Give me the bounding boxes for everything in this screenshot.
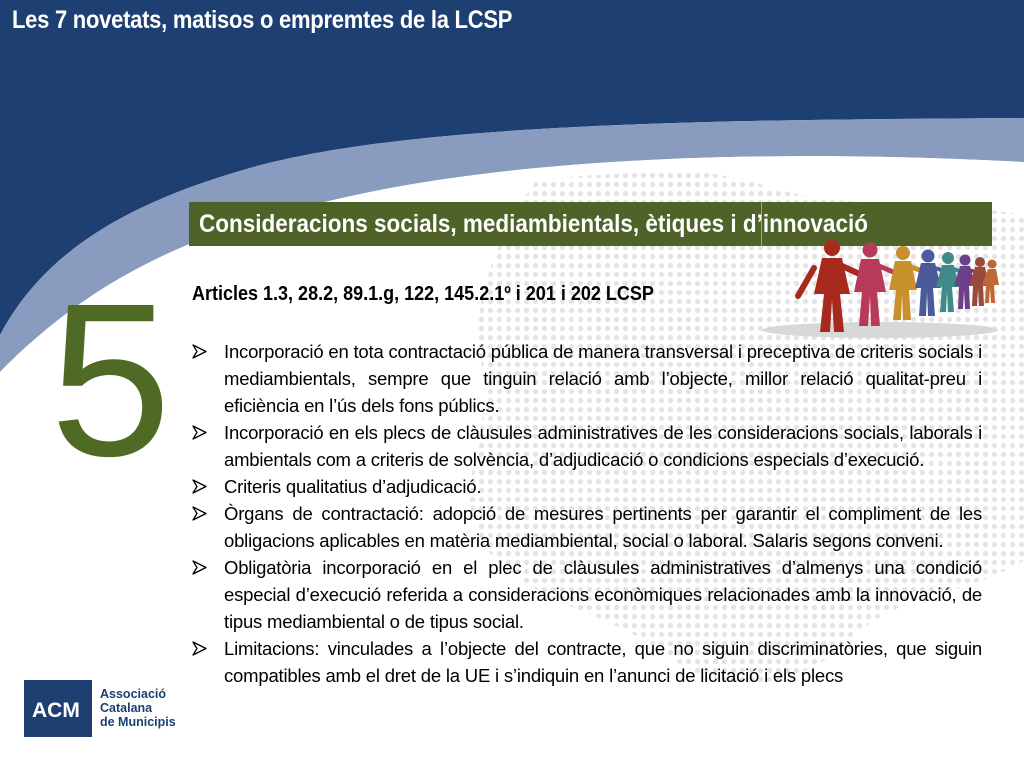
list-item <box>192 419 982 473</box>
people-holding-hands-icon <box>760 236 1000 340</box>
logo-line-2: Catalana <box>100 701 153 715</box>
bullet-list <box>192 338 982 689</box>
list-item <box>192 500 982 554</box>
slide-title: Les 7 novetats, matisos o empremtes de la LCSP <box>12 6 513 34</box>
list-item <box>192 554 982 635</box>
logo-name <box>100 687 176 729</box>
section-number: 5 <box>50 259 172 502</box>
bullet-text: Criteris qualitatius d’adjudicació. <box>224 476 482 497</box>
arrowhead-bullet-icon <box>192 479 207 494</box>
arrowhead-bullet-icon <box>192 641 207 656</box>
articles-reference: Articles 1.3, 28.2, 89.1.g, 122, 145.2.1º i 201 i 202 LCSP <box>192 283 654 305</box>
logo-abbr: ACM <box>32 699 80 722</box>
arrowhead-bullet-icon <box>192 560 207 575</box>
bullet-text: Obligatòria incorporació en el plec de clàusules administratives d’almenys una condició especial d’execució referida a consideracions econòmiques relacionades amb la innovació, de tipus mediambiental o de tipus social. <box>224 557 982 632</box>
bullet-text: Incorporació en els plecs de clàusules administratives de les consideracions socials, laborals i ambientals com a criteris de solvència, d’adjudicació o condicions especials d’execució. <box>224 422 982 470</box>
logo-line-3: de Municipis <box>100 715 176 729</box>
bullet-text: Limitacions: vinculades a l’objecte del contracte, que no siguin discriminatòries, que siguin compatibles amb el dret de la UE i s’indiquin en l’anunci de licitació i els plecs <box>224 638 982 686</box>
logo-line-1: Associació <box>100 687 167 701</box>
bullet-text: Òrgans de contractació: adopció de mesures pertinents per garantir el compliment de les obligacions aplicables en matèria mediambiental, social o laboral. Salaris segons conveni. <box>224 503 982 551</box>
list-item <box>192 338 982 419</box>
acm-logo <box>24 680 184 740</box>
list-item <box>192 473 982 500</box>
arrowhead-bullet-icon <box>192 425 207 440</box>
logo-box <box>24 680 92 737</box>
arrowhead-bullet-icon <box>192 506 207 521</box>
section-title: Consideracions socials, mediambientals, ètiques i d’innovació <box>199 210 868 238</box>
bullet-text: Incorporació en tota contractació pública de manera transversal i preceptiva de criteris socials i mediambientals, sempre que tinguin relació amb l’objecte, millor relació qualitat-preu i eficiència en l’ús dels fons públics. <box>224 341 982 416</box>
list-item <box>192 635 982 689</box>
arrowhead-bullet-icon <box>192 344 207 359</box>
